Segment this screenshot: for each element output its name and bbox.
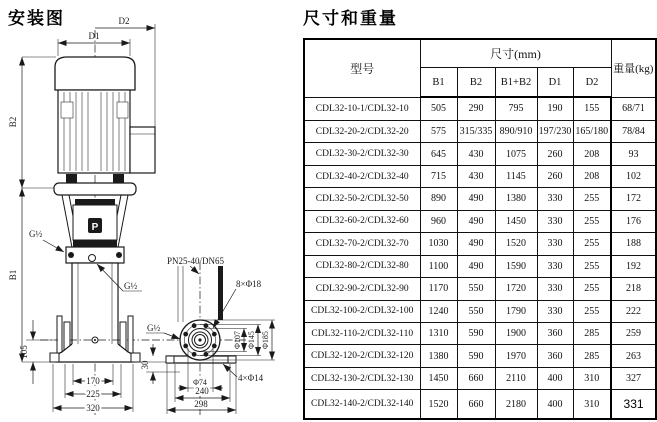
cell-d2: 255 xyxy=(573,210,611,232)
dim-label-phi185: Φ185 xyxy=(261,331,270,349)
cell-weight: 331 xyxy=(611,390,656,419)
cell-b1: 715 xyxy=(420,165,457,187)
motor-stool-flange xyxy=(54,183,136,195)
cell-b2: 430 xyxy=(457,143,495,165)
cell-weight: 218 xyxy=(611,278,656,300)
dims-table-body xyxy=(304,97,656,419)
col-header-b1: B1 xyxy=(420,68,457,98)
cell-d1: 260 xyxy=(537,143,573,165)
cell-model: CDL32-140-2/CDL32-140 xyxy=(304,390,420,419)
cell-d1: 330 xyxy=(537,278,573,300)
dim-label-phi145: Φ145 xyxy=(247,331,256,349)
cell-b2: 660 xyxy=(457,390,495,419)
cell-b2: 550 xyxy=(457,300,495,322)
cell-d2: 285 xyxy=(573,345,611,367)
motor-window-right xyxy=(117,102,128,118)
cell-b1b2: 1790 xyxy=(495,300,537,322)
cell-b1: 890 xyxy=(420,188,457,210)
gauge-port-center xyxy=(89,255,96,262)
dim-label-298: 298 xyxy=(194,399,208,409)
cell-b2: 315/335 xyxy=(457,120,495,142)
table-row xyxy=(304,322,656,344)
cell-model: CDL32-10-1/CDL32-10 xyxy=(304,97,420,120)
cell-b1: 1310 xyxy=(420,322,457,344)
table-row xyxy=(304,300,656,322)
cell-weight: 263 xyxy=(611,345,656,367)
gauge-port-right xyxy=(116,252,122,258)
cell-d2: 165/180 xyxy=(573,120,611,142)
table-row xyxy=(304,120,656,142)
cell-weight: 222 xyxy=(611,300,656,322)
cell-b2: 590 xyxy=(457,345,495,367)
cell-b1: 1170 xyxy=(420,278,457,300)
cell-model: CDL32-30-2/CDL32-30 xyxy=(304,143,420,165)
table-row xyxy=(304,390,656,419)
cell-b1b2: 1145 xyxy=(495,165,537,187)
col-header-d1: D1 xyxy=(537,68,573,98)
dim-label-d1: D1 xyxy=(88,31,100,41)
cell-b2: 490 xyxy=(457,210,495,232)
dim-label-b1: B1 xyxy=(8,269,18,281)
installation-diagram xyxy=(0,0,300,422)
pump-base-skirt xyxy=(56,344,134,362)
cell-d2: 285 xyxy=(573,322,611,344)
cell-b2: 590 xyxy=(457,322,495,344)
cell-d1: 330 xyxy=(537,233,573,255)
cell-b1: 505 xyxy=(420,97,457,120)
cell-d2: 155 xyxy=(573,97,611,120)
dim-label-240: 240 xyxy=(195,386,209,396)
table-row xyxy=(304,188,656,210)
cell-model: CDL32-90-2/CDL32-90 xyxy=(304,278,420,300)
base-foot-right xyxy=(131,353,140,362)
dim-label-b2: B2 xyxy=(8,116,18,128)
gauge-port-label-bottom-view: G½ xyxy=(147,323,161,333)
cell-b1: 1100 xyxy=(420,255,457,277)
coupling-guard-band-bottom xyxy=(73,240,117,247)
cell-b1: 645 xyxy=(420,143,457,165)
gauge-port-label-left: G½ xyxy=(29,229,43,239)
cell-b1b2: 1720 xyxy=(495,278,537,300)
cell-model: CDL32-70-2/CDL32-70 xyxy=(304,233,420,255)
base-foot-left xyxy=(50,353,59,362)
dim-label-170: 170 xyxy=(86,376,100,386)
cell-model: CDL32-20-2/CDL32-20 xyxy=(304,120,420,142)
cell-b1b2: 1970 xyxy=(495,345,537,367)
size-group-header: 尺寸(mm) xyxy=(420,39,611,68)
cell-d1: 330 xyxy=(537,210,573,232)
cell-b2: 490 xyxy=(457,233,495,255)
cell-b1: 1030 xyxy=(420,233,457,255)
table-row xyxy=(304,255,656,277)
cell-b1b2: 2180 xyxy=(495,390,537,419)
cell-weight: 192 xyxy=(611,255,656,277)
dim-label-320: 320 xyxy=(86,403,100,413)
dim-label-105: 105 xyxy=(19,345,29,359)
cell-b1: 1380 xyxy=(420,345,457,367)
dim-label-phi74: Φ74 xyxy=(193,378,207,387)
cell-d2: 255 xyxy=(573,300,611,322)
cell-b2: 290 xyxy=(457,97,495,120)
bottom-view-foot-left xyxy=(166,356,174,363)
cell-b2: 430 xyxy=(457,165,495,187)
cell-model: CDL32-40-2/CDL32-40 xyxy=(304,165,420,187)
cell-d1: 260 xyxy=(537,165,573,187)
cell-weight: 102 xyxy=(611,165,656,187)
pump-front-view xyxy=(40,30,166,416)
cell-model: CDL32-60-2/CDL32-60 xyxy=(304,210,420,232)
cell-model: CDL32-80-2/CDL32-80 xyxy=(304,255,420,277)
base-holes-label: 4×Φ14 xyxy=(238,373,264,383)
dimensions-weight-table xyxy=(303,38,657,420)
cell-d1: 360 xyxy=(537,345,573,367)
table-row xyxy=(304,143,656,165)
cell-b1: 960 xyxy=(420,210,457,232)
cell-d1: 330 xyxy=(537,188,573,210)
dim-label-225: 225 xyxy=(86,389,100,399)
coupling-guard-band-top xyxy=(75,199,115,205)
table-row xyxy=(304,345,656,367)
col-header-b1b2: B1+B2 xyxy=(495,68,537,98)
cell-b1b2: 1590 xyxy=(495,255,537,277)
brand-logo-letter: P xyxy=(91,222,99,233)
cell-d1: 330 xyxy=(537,300,573,322)
cell-weight: 327 xyxy=(611,367,656,389)
cell-b2: 490 xyxy=(457,255,495,277)
motor-fan-cover xyxy=(55,57,135,90)
motor-window-left xyxy=(61,102,73,118)
cell-d1: 400 xyxy=(537,367,573,389)
table-row xyxy=(304,165,656,187)
cell-b1b2: 1520 xyxy=(495,233,537,255)
cell-weight: 93 xyxy=(611,143,656,165)
cell-b2: 550 xyxy=(457,278,495,300)
cell-model: CDL32-50-2/CDL32-50 xyxy=(304,188,420,210)
flange-spec-label: PN25-40/DN65 xyxy=(167,256,225,266)
table-row xyxy=(304,367,656,389)
table-row xyxy=(304,210,656,232)
cell-weight: 78/84 xyxy=(611,120,656,142)
table-row xyxy=(304,278,656,300)
gauge-port-label-right: G½ xyxy=(124,281,138,291)
cell-d1: 330 xyxy=(537,255,573,277)
col-header-d2: D2 xyxy=(573,68,611,98)
cell-weight: 172 xyxy=(611,188,656,210)
cell-b1: 575 xyxy=(420,120,457,142)
cell-d1: 197/230 xyxy=(537,120,573,142)
cell-d2: 255 xyxy=(573,278,611,300)
installation-diagram-title: 安装图 xyxy=(8,9,65,28)
cell-d2: 310 xyxy=(573,367,611,389)
dim-label-phi107: Φ107 xyxy=(233,331,242,349)
col-header-b2: B2 xyxy=(457,68,495,98)
drain-plug-center xyxy=(94,339,96,341)
dim-label-d2: D2 xyxy=(118,16,130,26)
cell-weight: 176 xyxy=(611,210,656,232)
cell-weight: 259 xyxy=(611,322,656,344)
cell-d1: 400 xyxy=(537,390,573,419)
dimensions-weight-title: 尺寸和重量 xyxy=(303,9,398,28)
dim-label-30: 30 xyxy=(140,360,150,370)
weight-column-header: 重量(kg) xyxy=(611,39,656,97)
bolt-circle-holes-label: 8×Φ18 xyxy=(236,279,262,289)
cell-d2: 208 xyxy=(573,165,611,187)
cell-d2: 255 xyxy=(573,233,611,255)
cell-b2: 490 xyxy=(457,188,495,210)
cell-b1b2: 1075 xyxy=(495,143,537,165)
cell-model: CDL32-120-2/CDL32-120 xyxy=(304,345,420,367)
cell-b1: 1450 xyxy=(420,367,457,389)
cell-b1b2: 795 xyxy=(495,97,537,120)
cell-d2: 310 xyxy=(573,390,611,419)
cell-b1b2: 890/910 xyxy=(495,120,537,142)
motor-foot-bolt-right xyxy=(113,174,124,183)
cell-b1b2: 1450 xyxy=(495,210,537,232)
table-row xyxy=(304,97,656,120)
cell-b1b2: 2110 xyxy=(495,367,537,389)
bottom-view-foot-right xyxy=(228,356,236,363)
cell-d2: 255 xyxy=(573,188,611,210)
cell-model: CDL32-100-2/CDL32-100 xyxy=(304,300,420,322)
cell-b1: 1520 xyxy=(420,390,457,419)
cell-weight: 68/71 xyxy=(611,97,656,120)
cell-d1: 190 xyxy=(537,97,573,120)
cell-weight: 188 xyxy=(611,233,656,255)
cell-d1: 360 xyxy=(537,322,573,344)
cell-model: CDL32-110-2/CDL32-110 xyxy=(304,322,420,344)
cell-d2: 208 xyxy=(573,143,611,165)
cell-d2: 255 xyxy=(573,255,611,277)
gauge-port-left xyxy=(68,252,74,258)
cell-b1b2: 1380 xyxy=(495,188,537,210)
table-row xyxy=(304,233,656,255)
cell-b1b2: 1900 xyxy=(495,322,537,344)
model-column-header: 型号 xyxy=(304,39,420,97)
cell-b1: 1240 xyxy=(420,300,457,322)
motor-foot-bolt-left xyxy=(66,174,77,183)
cell-b2: 660 xyxy=(457,367,495,389)
cell-model: CDL32-130-2/CDL32-130 xyxy=(304,367,420,389)
